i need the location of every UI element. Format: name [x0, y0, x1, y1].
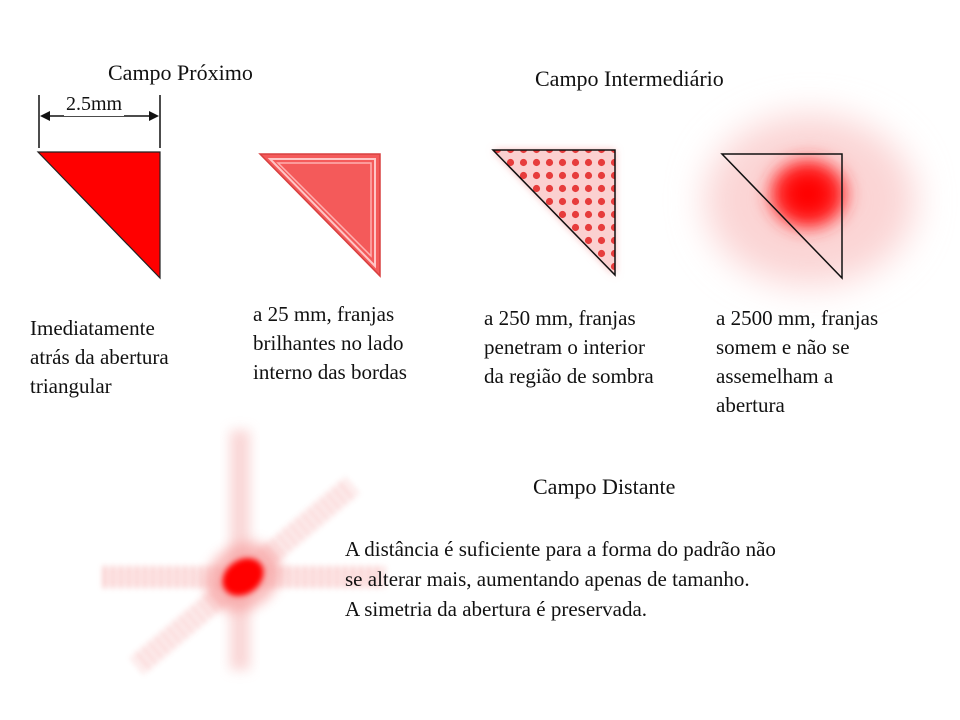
caption-25mm: a 25 mm, franjas brilhantes no lado interno das bordas [253, 302, 407, 384]
central-core [786, 174, 830, 214]
dimension-left-arrow [40, 111, 50, 121]
caption-250mm: a 250 mm, franjas penetram o interior da região de sombra [484, 306, 654, 388]
aperture-triangle-near [36, 150, 166, 282]
aperture-triangle-250mm [478, 130, 638, 290]
caption-immediate: Imediatamente atrás da abertura triangular [30, 316, 169, 398]
far-field-description: A distância é suficiente para a forma do padrão não se alterar mais, aumentando apenas de tamanho. A simetria da abertura é preservada. [345, 537, 776, 621]
intermediate-field-heading: Campo Intermediário [535, 66, 724, 91]
dimension-label: 2.5mm [66, 93, 123, 115]
near-field-heading: Campo Próximo [108, 60, 253, 85]
aperture-triangle-2500mm [690, 110, 920, 300]
far-field-heading: Campo Distante [533, 474, 676, 499]
caption-2500mm: a 2500 mm, franjas somem e não se assemelham a abertura [716, 306, 879, 417]
dimension-right-arrow [149, 111, 159, 121]
solid-triangle [38, 152, 160, 278]
aperture-triangle-25mm [258, 152, 388, 284]
